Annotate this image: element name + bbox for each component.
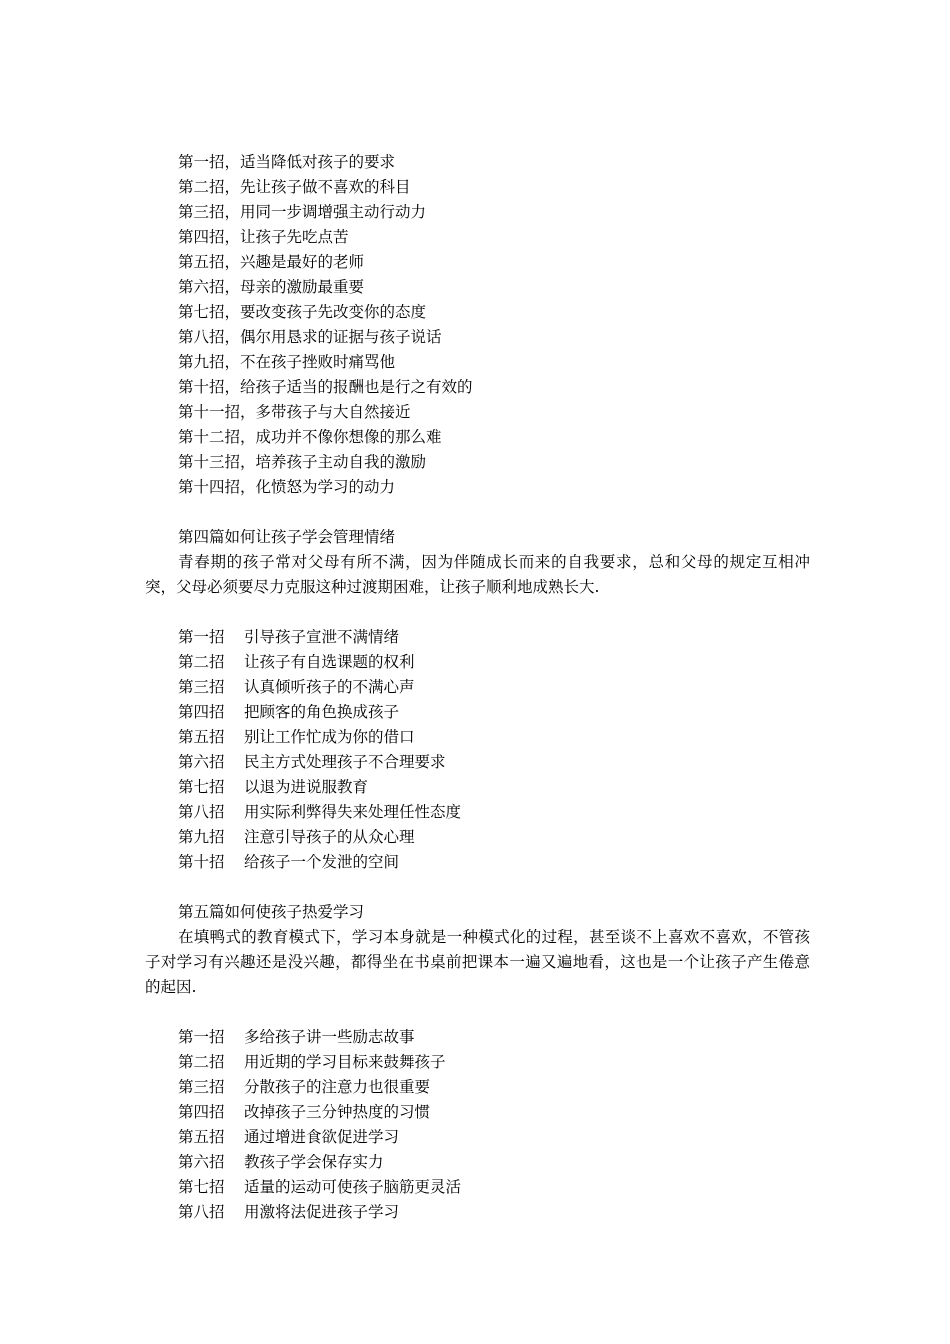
move-label: 第二招 xyxy=(178,653,225,671)
section5-move-list xyxy=(145,1025,810,1225)
move-text: 注意引导孩子的从众心理 xyxy=(244,828,415,846)
move-label: 第六招 xyxy=(178,1153,225,1171)
list-item: 第八招，偶尔用恳求的证据与孩子说话 xyxy=(178,328,442,346)
move-text: 改掉孩子三分钟热度的习惯 xyxy=(244,1103,431,1121)
list-item xyxy=(145,1025,810,1050)
move-label: 第七招 xyxy=(178,778,225,796)
list-item: 第二招，先让孩子做不喜欢的科目 xyxy=(178,178,411,196)
section4-title: 第四篇如何让孩子学会管理情绪 xyxy=(178,528,396,546)
list-item: 第十招，给孩子适当的报酬也是行之有效的 xyxy=(178,378,473,396)
list-item xyxy=(145,850,810,875)
list-item xyxy=(145,800,810,825)
move-text: 适量的运动可使孩子脑筋更灵活 xyxy=(244,1178,462,1196)
list-item xyxy=(145,1075,810,1100)
document-body xyxy=(145,150,810,1225)
section5-intro: 在填鸭式的教育模式下，学习本身就是一种模式化的过程，甚至谈不上喜欢不喜欢，不管孩子对学习有兴趣还是没兴趣，都得坐在书桌前把课本一遍又遍地看，这也是一个让孩子产生倦意的起因. xyxy=(145,928,810,996)
list-item xyxy=(145,650,810,675)
move-text: 引导孩子宣泄不满情绪 xyxy=(244,628,400,646)
move-text: 认真倾听孩子的不满心声 xyxy=(244,678,415,696)
list-item xyxy=(145,1150,810,1175)
list-item: 第十三招，培养孩子主动自我的激励 xyxy=(178,453,427,471)
move-label: 第七招 xyxy=(178,1178,225,1196)
move-label: 第一招 xyxy=(178,1028,225,1046)
list-item xyxy=(145,1050,810,1075)
list-item xyxy=(145,625,810,650)
list-item xyxy=(145,700,810,725)
move-text: 用近期的学习目标来鼓舞孩子 xyxy=(244,1053,446,1071)
move-text: 给孩子一个发泄的空间 xyxy=(244,853,400,871)
move-label: 第四招 xyxy=(178,703,225,721)
spacer xyxy=(145,600,810,625)
list-item: 第三招，用同一步调增强主动行动力 xyxy=(178,203,427,221)
list-item: 第九招，不在孩子挫败时痛骂他 xyxy=(178,353,396,371)
section4-move-list xyxy=(145,625,810,875)
section3-move-list xyxy=(145,150,810,500)
list-item: 第七招，要改变孩子先改变你的态度 xyxy=(178,303,427,321)
move-text: 让孩子有自选课题的权利 xyxy=(244,653,415,671)
list-item: 第十二招，成功并不像你想像的那么难 xyxy=(178,428,442,446)
move-label: 第二招 xyxy=(178,1053,225,1071)
move-text: 把顾客的角色换成孩子 xyxy=(244,703,400,721)
move-label: 第一招 xyxy=(178,628,225,646)
move-label: 第三招 xyxy=(178,1078,225,1096)
move-text: 通过增进食欲促进学习 xyxy=(244,1128,400,1146)
move-text: 多给孩子讲一些励志故事 xyxy=(244,1028,415,1046)
move-text: 教孩子学会保存实力 xyxy=(244,1153,384,1171)
section5-title: 第五篇如何使孩子热爱学习 xyxy=(178,903,365,921)
move-label: 第四招 xyxy=(178,1103,225,1121)
list-item: 第五招，兴趣是最好的老师 xyxy=(178,253,365,271)
list-item: 第四招，让孩子先吃点苦 xyxy=(178,228,349,246)
move-text: 用激将法促进孩子学习 xyxy=(244,1203,400,1221)
move-text: 分散孩子的注意力也很重要 xyxy=(244,1078,431,1096)
move-label: 第十招 xyxy=(178,853,225,871)
move-text: 民主方式处理孩子不合理要求 xyxy=(244,753,446,771)
list-item xyxy=(145,775,810,800)
list-item xyxy=(145,825,810,850)
list-item xyxy=(145,675,810,700)
section4-intro: 青春期的孩子常对父母有所不满，因为伴随成长而来的自我要求，总和父母的规定互相冲突，父母必须要尽力克服这种过渡期困难，让孩子顺利地成熟长大. xyxy=(145,553,810,596)
list-item: 第一招，适当降低对孩子的要求 xyxy=(178,153,396,171)
list-item: 第十一招，多带孩子与大自然接近 xyxy=(178,403,411,421)
spacer xyxy=(145,1000,810,1025)
list-item xyxy=(145,1200,810,1225)
list-item xyxy=(145,1175,810,1200)
list-item xyxy=(145,1100,810,1125)
move-label: 第八招 xyxy=(178,1203,225,1221)
move-text: 别让工作忙成为你的借口 xyxy=(244,728,415,746)
move-label: 第五招 xyxy=(178,728,225,746)
list-item xyxy=(145,1125,810,1150)
list-item xyxy=(145,750,810,775)
list-item: 第六招，母亲的激励最重要 xyxy=(178,278,365,296)
list-item: 第十四招，化愤怒为学习的动力 xyxy=(178,478,396,496)
move-label: 第三招 xyxy=(178,678,225,696)
move-label: 第八招 xyxy=(178,803,225,821)
move-text: 用实际利弊得失来处理任性态度 xyxy=(244,803,462,821)
list-item xyxy=(145,725,810,750)
move-text: 以退为进说服教育 xyxy=(244,778,369,796)
move-label: 第六招 xyxy=(178,753,225,771)
move-label: 第九招 xyxy=(178,828,225,846)
move-label: 第五招 xyxy=(178,1128,225,1146)
